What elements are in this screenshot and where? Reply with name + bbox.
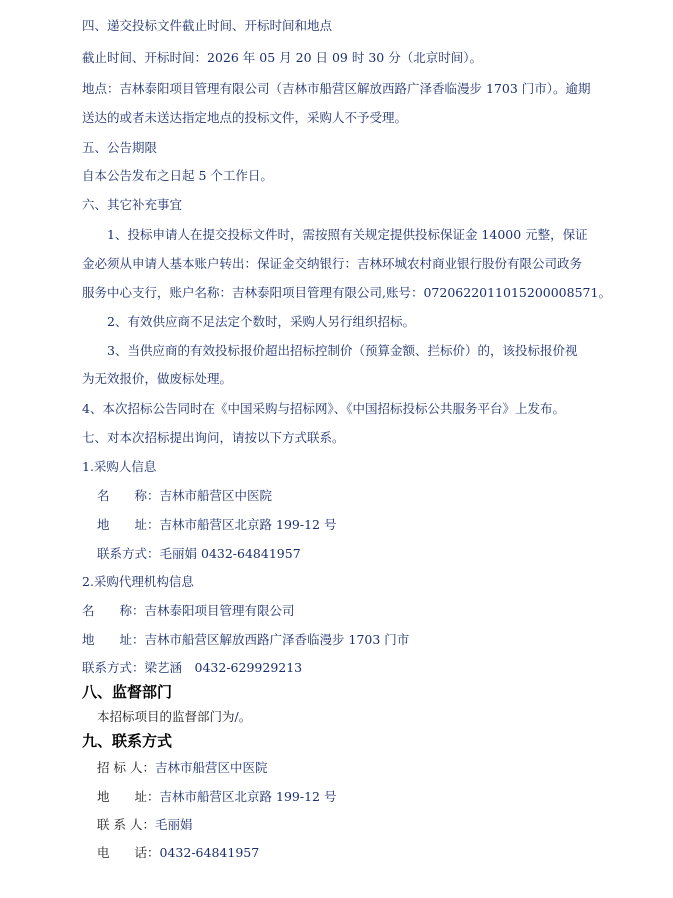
contact-person-row — [97, 817, 192, 833]
phone-row — [97, 845, 259, 861]
phone-label: 电 话： — [97, 845, 160, 860]
buyer-name: 吉林市船营区中医院 — [159, 488, 273, 503]
item1-line3: 服务中心支行，账户名称：吉林泰阳项目管理有限公司,账号：07206220110152000085​71。 — [82, 285, 611, 300]
buyer-contact-row — [97, 546, 301, 562]
agent-address-row — [82, 632, 409, 648]
place-text-line1: 地点：吉林泰阳项目管理有限公司（吉林市船营区解放西路广泽香临漫步 1703 门市）。逾期 — [82, 81, 591, 96]
deadline-time-text: 截止时间、开标时间：2026 年 05 月 20 日 09 时 30 分（北京时间）。 — [82, 50, 482, 65]
agent-name-label: 名 称： — [82, 603, 145, 618]
supervision-suffix: 。 — [238, 709, 252, 724]
agent-name: 吉林泰阳项目管理有限公司 — [144, 603, 295, 618]
phone-value: 0432-64841957 — [159, 845, 260, 860]
item2-text: 2、有效供应商不足法定个数时，采购人另行组织招标。 — [107, 314, 415, 329]
buyer-info-heading: 1.采购人信息 — [82, 459, 157, 474]
buyer-name-label: 名 称： — [97, 488, 160, 503]
supervision-prefix: 本招标项目的监督部门为 — [97, 709, 235, 724]
buyer-address-row — [97, 517, 336, 533]
item1-line1: 1、投标申请人在提交投标文件时，需按照有关规定提供投标保证金 14000 元整，保证 — [107, 227, 588, 242]
contact-person-label: 联 系 人： — [97, 817, 155, 832]
section-7-heading: 七、对本次招标提出询问，请按以下方式联系。 — [82, 430, 345, 445]
buyer-contact-label: 联系方式： — [97, 546, 160, 561]
supervision-value: / — [234, 709, 239, 724]
place-text-line2: 送达的或者未送达指定地点的投标文件，采购人不予受理。 — [82, 110, 408, 125]
section-9-heading: 九、联系方式 — [82, 732, 173, 750]
agent-address-label: 地 址： — [82, 632, 145, 647]
tenderer-label: 招 标 人： — [97, 760, 155, 775]
contact-person-value: 毛丽娟 — [154, 817, 193, 832]
contact-address-value: 吉林市船营区北京路 199-12 号 — [159, 789, 337, 804]
buyer-name-row — [97, 488, 272, 504]
section-4-heading: 四、递交投标文件截止时间、开标时间和地点 — [82, 18, 333, 33]
item3-line1: 3、当供应商的有效投标报价超出招标控制价（预算金额、拦标价）的，该投标报价视 — [107, 343, 578, 358]
buyer-address: 吉林市船营区北京路 199-12 号 — [159, 517, 337, 532]
agent-name-row — [82, 603, 295, 619]
agent-contact-label: 联系方式： — [82, 660, 145, 675]
agent-contact: 梁艺涵 0432-629929213 — [144, 660, 303, 675]
supervision-text — [97, 709, 251, 725]
section-6-heading: 六、其它补充事宜 — [82, 197, 183, 212]
agent-address: 吉林市船营区解放西路广泽香临漫步 1703 门市 — [144, 632, 410, 647]
buyer-contact: 毛丽娟 0432-64841957 — [159, 546, 301, 561]
item3-line2: 为无效报价，做废标处理。 — [82, 371, 233, 386]
agent-contact-row — [82, 660, 302, 676]
tenderer-row — [97, 760, 267, 776]
item1-line2: 金必须从申请人基本账户转出：保证金交纳银行：吉林环城农村商业银行股份有限公司政务 — [82, 256, 583, 271]
buyer-address-label: 地 址： — [97, 517, 160, 532]
contact-address-row — [97, 789, 336, 805]
section-5-heading: 五、公告期限 — [82, 140, 158, 155]
notice-period-text: 自本公告发布之日起 5 个工作日。 — [82, 168, 273, 183]
item4-text: 4、本次招标公告同时在《中国采购与招标网》、《中国招标投标公共服务平台》上发布。 — [82, 401, 565, 416]
contact-address-label: 地 址： — [97, 789, 160, 804]
agent-info-heading: 2.采购代理机构信息 — [82, 574, 194, 589]
section-8-heading: 八、监督部门 — [82, 683, 173, 701]
tenderer-value: 吉林市船营区中医院 — [154, 760, 268, 775]
